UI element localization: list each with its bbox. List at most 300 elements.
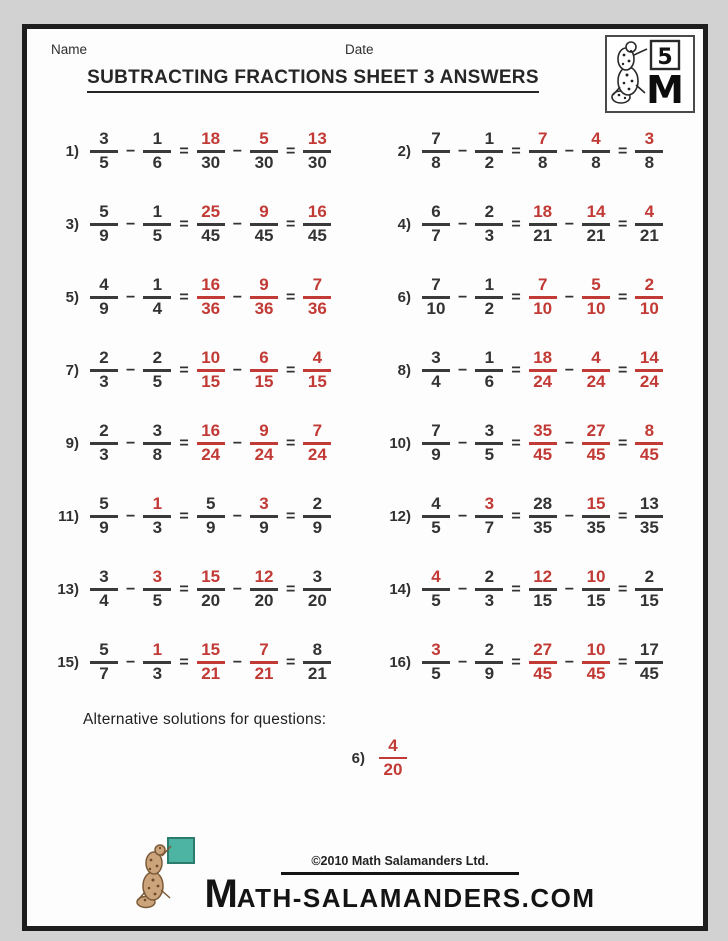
fraction-denominator: 10 <box>533 299 553 319</box>
fraction-denominator: 9 <box>99 518 109 538</box>
fraction-denominator: 9 <box>99 226 109 246</box>
fraction-numerator: 2 <box>312 494 323 514</box>
minus-operator: − <box>126 142 136 160</box>
fraction <box>529 349 557 391</box>
fraction <box>529 495 557 537</box>
problem-number: 6) <box>397 289 411 306</box>
fraction-denominator: 45 <box>254 226 274 246</box>
fraction <box>303 495 331 537</box>
problem-6 <box>367 261 699 334</box>
equals-operator: = <box>286 361 296 379</box>
equals-operator: = <box>618 288 628 306</box>
alternative-problem-number: 6) <box>351 749 365 767</box>
minus-operator: − <box>232 434 243 452</box>
fraction <box>475 203 503 245</box>
problem-9 <box>35 407 367 480</box>
fraction-denominator: 9 <box>431 445 441 465</box>
fraction <box>143 495 171 537</box>
fraction-numerator: 3 <box>484 421 495 441</box>
fraction-numerator: 1 <box>484 348 495 368</box>
fraction-bar <box>379 757 407 759</box>
page-title: SUBTRACTING FRACTIONS SHEET 3 ANSWERS <box>87 67 539 93</box>
fraction-numerator: 9 <box>259 421 269 441</box>
fraction-numerator: 7 <box>312 421 323 441</box>
problem-number: 5) <box>65 289 79 306</box>
fraction-denominator: 36 <box>307 299 327 319</box>
fraction-numerator: 13 <box>307 129 327 149</box>
fraction-numerator: 5 <box>591 275 601 295</box>
minus-operator: − <box>564 434 575 452</box>
fraction <box>250 203 278 245</box>
fraction-numerator: 4 <box>431 494 441 514</box>
fraction-denominator: 36 <box>254 299 274 319</box>
fraction <box>635 568 663 610</box>
fraction-numerator: 12 <box>533 567 553 587</box>
fraction-numerator: 35 <box>533 421 553 441</box>
fraction-denominator: 6 <box>152 153 163 173</box>
minus-operator: − <box>232 142 243 160</box>
footer <box>27 836 703 916</box>
fraction <box>422 495 450 537</box>
logo-number: 5 <box>657 45 673 70</box>
fraction <box>303 422 331 464</box>
date-label: Date <box>345 42 374 57</box>
fraction <box>475 349 503 391</box>
equals-operator: = <box>618 507 628 525</box>
fraction-numerator: 3 <box>99 129 109 149</box>
fraction-denominator: 15 <box>586 591 606 611</box>
minus-operator: − <box>126 288 136 306</box>
fraction-denominator: 8 <box>644 153 655 173</box>
fraction-denominator: 7 <box>99 664 109 684</box>
fraction-denominator: 20 <box>307 591 327 611</box>
fraction-denominator: 5 <box>431 518 441 538</box>
fraction <box>635 276 663 318</box>
problem-number: 3) <box>65 216 79 233</box>
fraction-numerator: 2 <box>484 640 495 660</box>
fraction-numerator: 2 <box>484 567 495 587</box>
fraction-numerator: 6 <box>431 202 441 222</box>
fraction <box>90 130 118 172</box>
footer-text-block <box>204 853 596 916</box>
fraction-denominator: 10 <box>586 299 606 319</box>
fraction-numerator: 2 <box>644 567 655 587</box>
fraction <box>475 130 503 172</box>
fraction-numerator: 3 <box>644 129 655 149</box>
fraction-denominator: 24 <box>201 445 221 465</box>
fraction-denominator: 3 <box>99 445 109 465</box>
fraction <box>582 641 610 683</box>
minus-operator: − <box>458 507 468 525</box>
fraction-numerator: 7 <box>431 129 441 149</box>
minus-operator: − <box>126 580 136 598</box>
wordmark-initial: M <box>204 871 238 916</box>
fraction-numerator: 2 <box>99 421 109 441</box>
fraction-denominator: 15 <box>533 591 553 611</box>
fraction-denominator: 20 <box>201 591 221 611</box>
fraction-numerator: 3 <box>259 494 269 514</box>
fraction-numerator: 4 <box>644 202 655 222</box>
fraction-denominator: 20 <box>383 759 403 779</box>
minus-operator: − <box>232 288 243 306</box>
fraction <box>635 203 663 245</box>
problem-13 <box>35 553 367 626</box>
fraction-denominator: 15 <box>307 372 327 392</box>
fraction <box>197 349 225 391</box>
minus-operator: − <box>458 653 468 671</box>
minus-operator: − <box>564 580 575 598</box>
fraction-numerator: 1 <box>152 640 163 660</box>
fraction-denominator: 8 <box>152 445 163 465</box>
fraction-denominator: 2 <box>484 299 495 319</box>
fraction-numerator: 15 <box>201 567 221 587</box>
fraction-numerator: 1 <box>484 275 495 295</box>
fraction-denominator: 35 <box>586 518 606 538</box>
fraction-denominator: 9 <box>205 518 216 538</box>
problem-2 <box>367 115 699 188</box>
fraction <box>143 130 171 172</box>
fraction-denominator: 21 <box>533 226 553 246</box>
problem-number: 1) <box>65 143 79 160</box>
minus-operator: − <box>232 361 243 379</box>
fraction-denominator: 45 <box>533 445 553 465</box>
salamander-icon <box>607 37 689 107</box>
equals-operator: = <box>179 215 189 233</box>
fraction-denominator: 5 <box>484 445 495 465</box>
fraction-denominator: 45 <box>639 445 659 465</box>
fraction-numerator: 8 <box>644 421 655 441</box>
fraction-numerator: 7 <box>312 275 323 295</box>
fraction-numerator: 1 <box>152 202 163 222</box>
title-wrap <box>27 67 599 93</box>
fraction-numerator: 2 <box>644 275 655 295</box>
fraction-numerator: 6 <box>259 348 269 368</box>
fraction <box>422 422 450 464</box>
fraction-numerator: 5 <box>205 494 216 514</box>
equals-operator: = <box>179 434 189 452</box>
copyright-text: ©2010 Math Salamanders Ltd. <box>281 854 518 875</box>
fraction <box>422 568 450 610</box>
fraction-denominator: 45 <box>639 664 659 684</box>
fraction-numerator: 13 <box>639 494 659 514</box>
fraction <box>197 568 225 610</box>
fraction-denominator: 9 <box>484 664 495 684</box>
fraction <box>422 276 450 318</box>
fraction <box>250 276 278 318</box>
fraction-denominator: 21 <box>254 664 274 684</box>
problem-15 <box>35 626 367 699</box>
equals-operator: = <box>286 288 296 306</box>
logo-letter-m: M <box>646 68 684 107</box>
fraction <box>303 641 331 683</box>
fraction-numerator: 27 <box>533 640 553 660</box>
fraction <box>250 641 278 683</box>
fraction <box>475 495 503 537</box>
problem-5 <box>35 261 367 334</box>
fraction-denominator: 3 <box>152 518 163 538</box>
fraction <box>635 422 663 464</box>
fraction <box>250 495 278 537</box>
fraction <box>582 568 610 610</box>
minus-operator: − <box>126 361 136 379</box>
fraction <box>475 641 503 683</box>
fraction-denominator: 8 <box>537 153 548 173</box>
problem-10 <box>367 407 699 480</box>
fraction-denominator: 3 <box>99 372 109 392</box>
fraction-numerator: 10 <box>586 567 606 587</box>
fraction <box>143 568 171 610</box>
equals-operator: = <box>511 288 521 306</box>
fraction <box>422 203 450 245</box>
problem-number: 16) <box>389 654 411 671</box>
minus-operator: − <box>458 434 468 452</box>
fraction-denominator: 3 <box>484 226 495 246</box>
fraction-numerator: 1 <box>484 129 495 149</box>
minus-operator: − <box>126 215 136 233</box>
fraction-numerator: 4 <box>591 129 601 149</box>
fraction-numerator: 4 <box>591 348 601 368</box>
equals-operator: = <box>511 361 521 379</box>
fraction <box>379 737 407 779</box>
equals-operator: = <box>618 580 628 598</box>
equals-operator: = <box>618 361 628 379</box>
fraction-denominator: 30 <box>307 153 327 173</box>
worksheet-page <box>22 24 708 931</box>
fraction <box>143 422 171 464</box>
fraction-numerator: 2 <box>484 202 495 222</box>
fraction-numerator: 12 <box>254 567 274 587</box>
fraction <box>475 422 503 464</box>
fraction-denominator: 5 <box>431 591 441 611</box>
equals-operator: = <box>618 434 628 452</box>
equals-operator: = <box>511 580 521 598</box>
problem-number: 14) <box>389 581 411 598</box>
fraction-denominator: 21 <box>586 226 606 246</box>
fraction-numerator: 18 <box>201 129 221 149</box>
fraction-denominator: 45 <box>201 226 221 246</box>
fraction-numerator: 3 <box>312 567 323 587</box>
fraction <box>143 641 171 683</box>
fraction-numerator: 7 <box>259 640 269 660</box>
fraction-numerator: 8 <box>312 640 323 660</box>
equals-operator: = <box>618 653 628 671</box>
fraction-denominator: 6 <box>484 372 495 392</box>
fraction-denominator: 7 <box>431 226 441 246</box>
equals-operator: = <box>286 580 296 598</box>
fraction <box>303 349 331 391</box>
fraction <box>582 276 610 318</box>
fraction <box>197 422 225 464</box>
equals-operator: = <box>179 580 189 598</box>
minus-operator: − <box>564 361 575 379</box>
fraction-denominator: 9 <box>259 518 269 538</box>
fraction-numerator: 3 <box>484 494 495 514</box>
fraction-denominator: 21 <box>639 226 659 246</box>
fraction <box>582 349 610 391</box>
minus-operator: − <box>564 288 575 306</box>
fraction-numerator: 27 <box>586 421 606 441</box>
minus-operator: − <box>126 434 136 452</box>
fraction <box>582 422 610 464</box>
fraction <box>90 422 118 464</box>
fraction <box>529 203 557 245</box>
fraction-denominator: 8 <box>431 153 441 173</box>
fraction-numerator: 14 <box>639 348 659 368</box>
fraction <box>143 203 171 245</box>
fraction <box>303 276 331 318</box>
fraction-denominator: 35 <box>639 518 659 538</box>
fraction-denominator: 4 <box>431 372 441 392</box>
equals-operator: = <box>511 215 521 233</box>
equals-operator: = <box>286 434 296 452</box>
minus-operator: − <box>126 507 136 525</box>
fraction <box>529 568 557 610</box>
fraction <box>250 568 278 610</box>
fraction-denominator: 3 <box>152 664 163 684</box>
problem-7 <box>35 334 367 407</box>
math-salamanders-corner-logo <box>605 35 695 113</box>
fraction-numerator: 28 <box>533 494 553 514</box>
problem-number: 15) <box>57 654 79 671</box>
fraction-numerator: 3 <box>152 567 163 587</box>
fraction-denominator: 30 <box>201 153 221 173</box>
fraction-denominator: 2 <box>484 153 495 173</box>
fraction-denominator: 5 <box>152 372 163 392</box>
fraction-denominator: 5 <box>152 591 163 611</box>
fraction <box>475 568 503 610</box>
fraction <box>635 130 663 172</box>
fraction <box>635 349 663 391</box>
problem-16 <box>367 626 699 699</box>
fraction-numerator: 3 <box>431 640 441 660</box>
minus-operator: − <box>232 580 243 598</box>
fraction-numerator: 16 <box>201 275 221 295</box>
fraction-denominator: 5 <box>152 226 163 246</box>
equals-operator: = <box>286 507 296 525</box>
problem-number: 9) <box>65 435 79 452</box>
minus-operator: − <box>232 215 243 233</box>
problem-number: 13) <box>57 581 79 598</box>
fraction-denominator: 20 <box>254 591 274 611</box>
fraction <box>303 203 331 245</box>
fraction <box>475 276 503 318</box>
fraction-denominator: 35 <box>533 518 553 538</box>
equals-operator: = <box>179 288 189 306</box>
fraction-numerator: 15 <box>586 494 606 514</box>
fraction-numerator: 25 <box>201 202 221 222</box>
fraction-denominator: 24 <box>307 445 327 465</box>
fraction <box>635 495 663 537</box>
fraction-denominator: 21 <box>201 664 221 684</box>
fraction-denominator: 15 <box>201 372 221 392</box>
fraction <box>90 495 118 537</box>
fraction <box>250 130 278 172</box>
fraction <box>250 422 278 464</box>
problem-number: 10) <box>389 435 411 452</box>
problem-1 <box>35 115 367 188</box>
equals-operator: = <box>511 653 521 671</box>
fraction-denominator: 5 <box>99 153 109 173</box>
fraction-denominator: 24 <box>639 372 659 392</box>
equals-operator: = <box>179 507 189 525</box>
problem-8 <box>367 334 699 407</box>
equals-operator: = <box>286 653 296 671</box>
fraction-denominator: 45 <box>307 226 327 246</box>
fraction-denominator: 4 <box>152 299 163 319</box>
fraction <box>197 641 225 683</box>
fraction-denominator: 10 <box>639 299 659 319</box>
fraction-numerator: 18 <box>533 348 553 368</box>
fraction-numerator: 5 <box>259 129 269 149</box>
fraction <box>90 568 118 610</box>
equals-operator: = <box>179 653 189 671</box>
name-label: Name <box>51 42 88 57</box>
fraction-numerator: 7 <box>537 275 548 295</box>
problem-14 <box>367 553 699 626</box>
fraction-numerator: 5 <box>99 494 109 514</box>
equals-operator: = <box>618 215 628 233</box>
minus-operator: − <box>232 653 243 671</box>
fraction-denominator: 45 <box>586 445 606 465</box>
problems-grid <box>35 115 699 699</box>
fraction-numerator: 5 <box>99 202 109 222</box>
fraction-numerator: 2 <box>152 348 163 368</box>
fraction <box>197 130 225 172</box>
footer-salamander-icon <box>134 836 196 910</box>
equals-operator: = <box>179 142 189 160</box>
problem-11 <box>35 480 367 553</box>
fraction-numerator: 16 <box>307 202 327 222</box>
fraction-numerator: 3 <box>99 567 109 587</box>
fraction <box>143 349 171 391</box>
minus-operator: − <box>564 215 575 233</box>
fraction <box>422 641 450 683</box>
minus-operator: − <box>564 653 575 671</box>
fraction-denominator: 24 <box>533 372 553 392</box>
fraction <box>422 349 450 391</box>
problem-4 <box>367 188 699 261</box>
site-wordmark <box>204 871 596 916</box>
wordmark-rest: ATH-SALAMANDERS.COM <box>236 882 596 913</box>
fraction-denominator: 9 <box>99 299 109 319</box>
minus-operator: − <box>458 215 468 233</box>
problem-number: 12) <box>389 508 411 525</box>
fraction <box>197 495 225 537</box>
fraction-numerator: 4 <box>388 736 398 755</box>
fraction-numerator: 4 <box>431 567 441 587</box>
fraction <box>197 276 225 318</box>
fraction-denominator: 3 <box>484 591 495 611</box>
fraction <box>303 568 331 610</box>
equals-operator: = <box>511 507 521 525</box>
problem-number: 7) <box>65 362 79 379</box>
alternative-solutions-heading: Alternative solutions for questions: <box>83 711 327 728</box>
fraction-denominator: 30 <box>254 153 274 173</box>
fraction <box>529 641 557 683</box>
fraction-denominator: 24 <box>254 445 274 465</box>
fraction-numerator: 1 <box>152 275 163 295</box>
fraction <box>529 422 557 464</box>
minus-operator: − <box>458 142 468 160</box>
fraction-denominator: 36 <box>201 299 221 319</box>
problem-number: 2) <box>397 143 411 160</box>
minus-operator: − <box>232 507 243 525</box>
fraction-numerator: 3 <box>152 421 163 441</box>
problem-3 <box>35 188 367 261</box>
fraction <box>582 495 610 537</box>
fraction <box>582 130 610 172</box>
fraction-numerator: 18 <box>533 202 553 222</box>
